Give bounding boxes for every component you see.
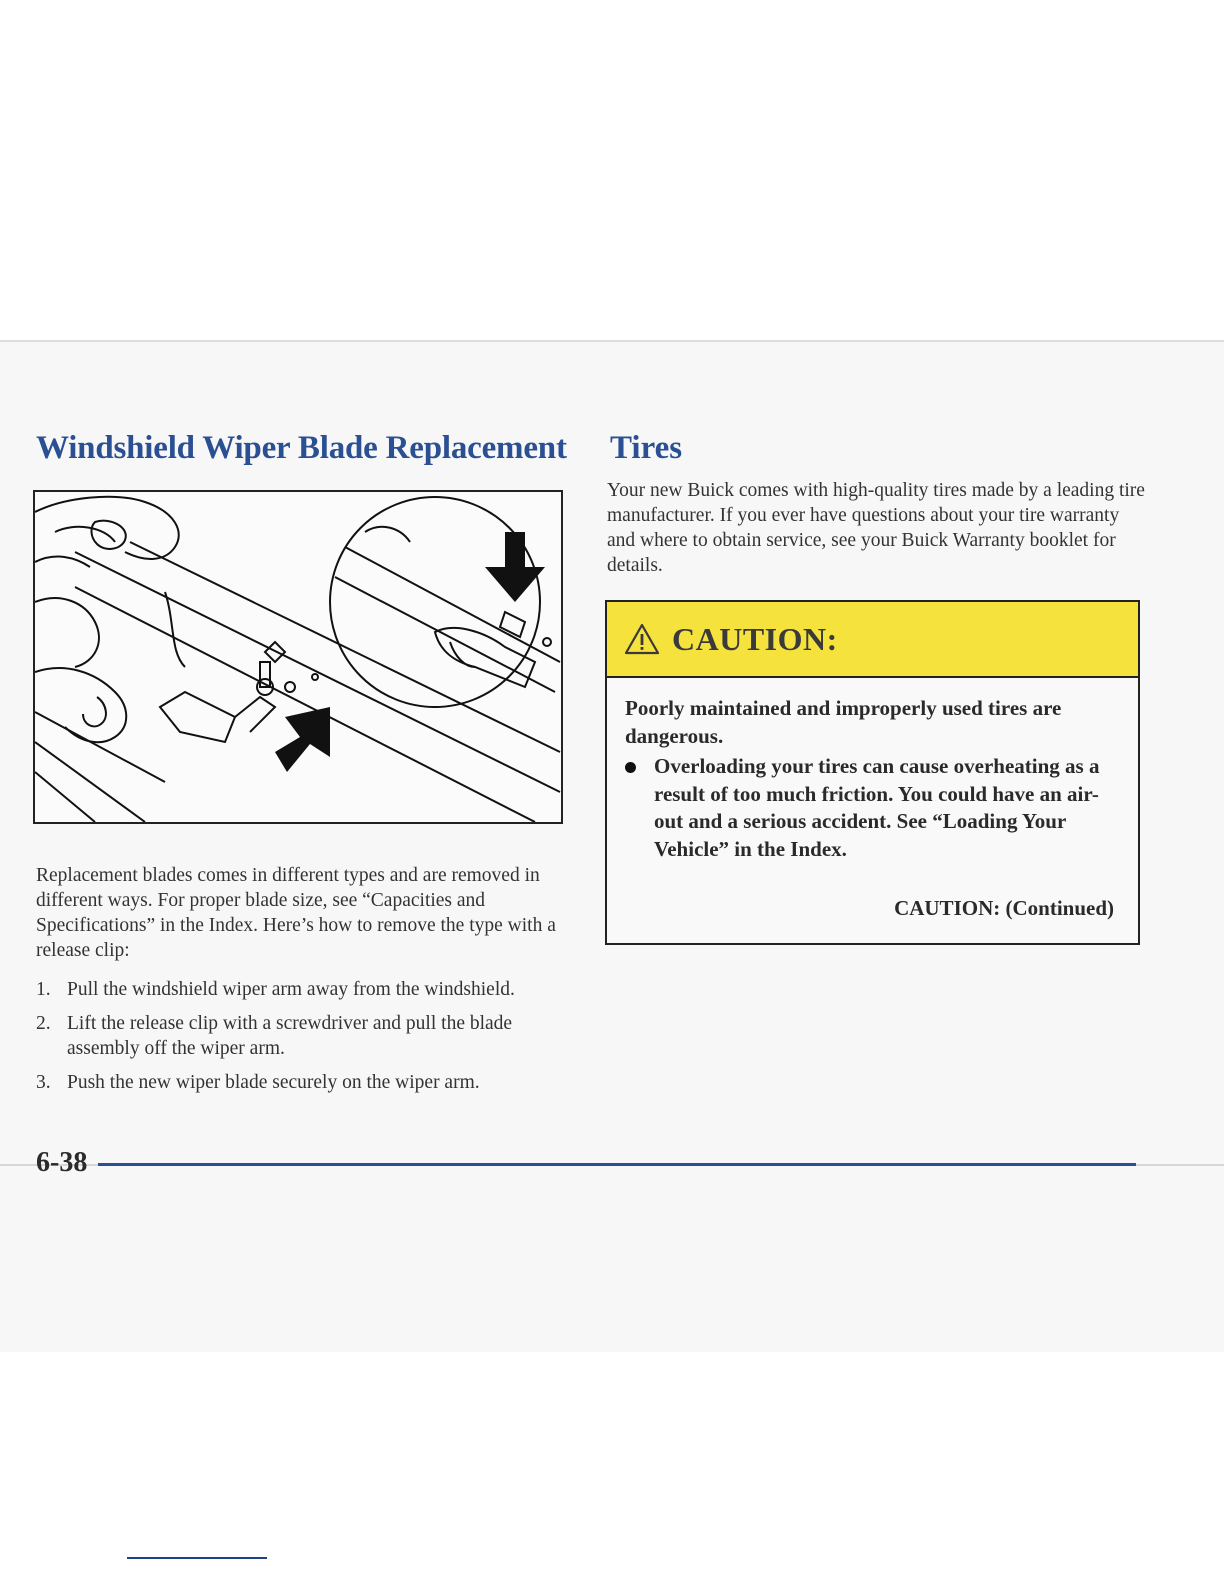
step-number: 1. [36,979,51,1000]
footer-rule [98,1163,1136,1166]
caution-label: CAUTION: [672,620,838,657]
step-text: Pull the windshield wiper arm away from the windshield. [67,979,515,1000]
step-number: 2. [36,1013,51,1034]
caution-bullet-text: Overloading your tires can cause overheating as a result of too much friction. You could have an air-out and a serious accident. See “Loading Your Vehicle” in the Index. [654,754,1100,861]
page-number: 6-38 [36,1147,88,1178]
caution-continued-text: CAUTION: (Continued) [894,896,1114,920]
wiper-steps-list [36,977,576,1104]
wiper-illustration-drawing [35,492,561,822]
list-item [36,1011,576,1061]
wiper-section-title: Windshield Wiper Blade Replacement [36,430,567,466]
tires-section-title: Tires [610,430,683,466]
caution-bullet-item [625,753,1125,863]
tires-intro-paragraph: Your new Buick comes with high-quality tires made by a leading tire manufacturer. If you ever have questions about your tire warranty and where to obtain service, see your Buick Warranty booklet for details. [607,480,1145,576]
step-text: Push the new wiper blade securely on the wiper arm. [67,1072,480,1093]
list-item [36,977,576,1002]
warning-triangle-icon [624,623,660,655]
step-text: Lift the release clip with a screwdriver and pull the blade assembly off the wiper arm. [67,1013,513,1059]
bullet-icon [625,762,636,773]
caution-box [605,600,1140,945]
stray-underline-mark [127,1557,267,1559]
list-item [36,1070,576,1095]
wiper-intro-paragraph: Replacement blades comes in different types and are removed in different ways. For proper blade size, see “Capacities and Specifications” in the Index. Here’s how to remove the type with a release clip: [36,865,556,961]
step-number: 3. [36,1072,51,1093]
wiper-blade-illustration [33,490,563,824]
caution-header [607,602,1138,678]
caution-lead-text: Poorly maintained and improperly used tires are dangerous. [625,696,1062,748]
